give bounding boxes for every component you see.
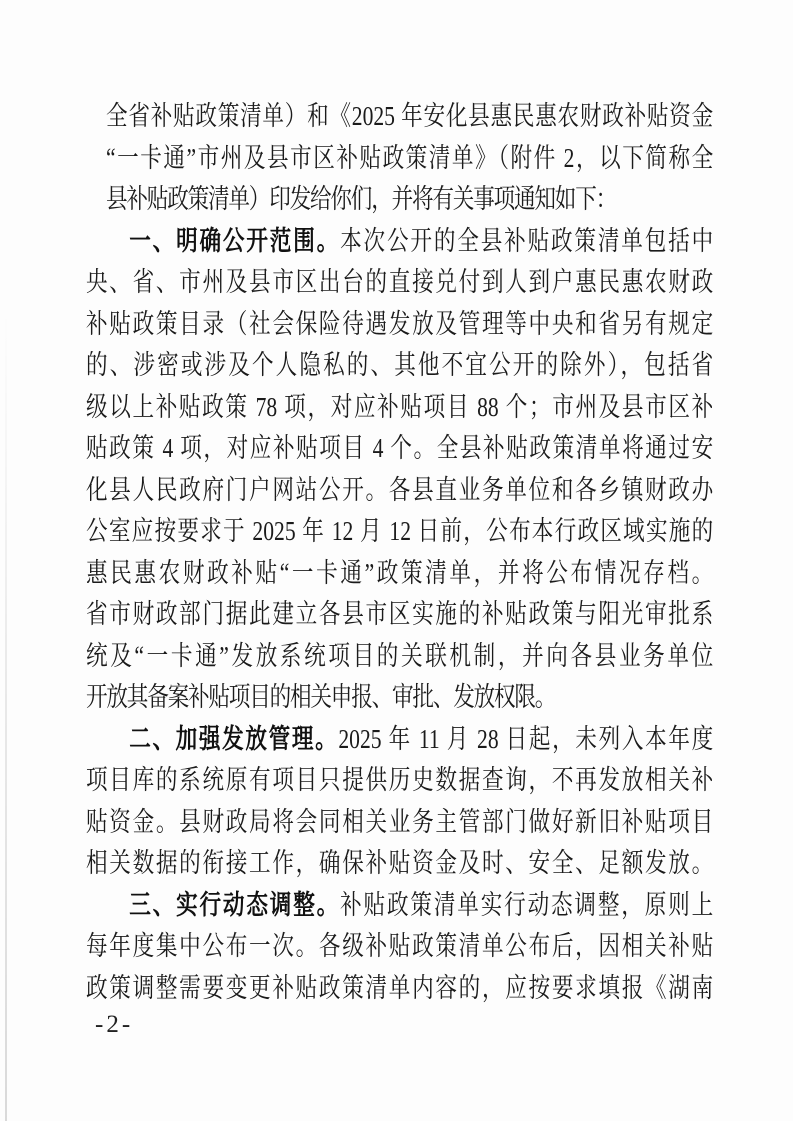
text-line <box>86 636 713 678</box>
text-line <box>86 926 713 968</box>
line-text: 本次公开的全县补贴政策清单包括中 <box>340 225 714 256</box>
line-text: 公室应按要求于 2025 年 12 月 12 日前，公布本行政区域实施的 <box>86 516 714 546</box>
line-text: 政策调整需要变更补贴政策清单内容的，应按要求填报《湖南 <box>86 972 714 1003</box>
scan-edge-artifact <box>5 310 7 1121</box>
document-body <box>86 96 713 1009</box>
line-text: “一卡通”市州及县市区补贴政策清单》（附件 2，以下简称全 <box>106 142 714 173</box>
text-line <box>86 677 713 719</box>
text-line <box>106 179 713 221</box>
text-line <box>86 511 713 553</box>
line-text: 贴资金。县财政局将会同相关业务主管部门做好新旧补贴项目 <box>86 806 714 837</box>
section-heading-2: 二、加强发放管理。 <box>129 723 339 754</box>
text-line <box>86 304 713 346</box>
section-heading-1: 一、明确公开范围。 <box>129 225 341 256</box>
line-text: 统及“一卡通”发放系统项目的关联机制，并向各县业务单位 <box>86 640 714 671</box>
text-line <box>86 345 713 387</box>
line-text: 央、省、市州及县市区出台的直接兑付到人到户惠民惠农财政 <box>86 267 714 297</box>
line-text: 化县人民政府门户网站公开。各县直业务单位和各乡镇财政办 <box>86 474 714 505</box>
text-line <box>86 553 713 595</box>
line-text: 贴政策 4 项，对应补贴项目 4 个。全县补贴政策清单将通过安 <box>86 433 714 463</box>
text-line <box>86 262 713 304</box>
text-line <box>106 96 713 138</box>
text-line <box>86 885 713 927</box>
line-text: 全省补贴政策清单）和《2025 年安化县惠民惠农财政补贴资金 <box>106 101 714 131</box>
line-text: 项目库的系统原有项目只提供历史数据查询，不再发放相关补 <box>86 765 714 795</box>
line-text: 县补贴政策清单）印发给你们，并将有关事项通知如下： <box>106 184 616 214</box>
page-number: -2- <box>95 1011 134 1038</box>
line-text: 开放其备案补贴项目的相关申报、审批、发放权限。 <box>86 682 556 712</box>
line-text: 相关数据的衔接工作，确保补贴资金及时、安全、足额发放。 <box>86 848 714 878</box>
text-line <box>106 138 713 180</box>
line-text: 惠民惠农财政补贴“一卡通”政策清单，并将公布情况存档。 <box>86 557 714 588</box>
line-text: 每年度集中公布一次。各级补贴政策清单公布后，因相关补贴 <box>86 931 714 961</box>
text-line <box>86 719 713 761</box>
line-text: 2025 年 11 月 28 日起，未列入本年度 <box>338 723 714 754</box>
text-line <box>86 221 713 263</box>
text-line <box>86 760 713 802</box>
text-line <box>86 968 713 1010</box>
text-line <box>86 470 713 512</box>
text-line <box>86 387 713 429</box>
section-heading-3: 三、实行动态调整。 <box>129 889 341 920</box>
line-text: 补贴政策目录（社会保险待遇发放及管理等中央和省另有规定 <box>86 308 714 339</box>
text-line <box>86 428 713 470</box>
line-text: 的、涉密或涉及个人隐私的、其他不宜公开的除外），包括省 <box>86 350 714 380</box>
line-text: 级以上补贴政策 78 项，对应补贴项目 88 个；市州及县市区补 <box>86 391 714 422</box>
text-line <box>86 802 713 844</box>
text-line <box>86 843 713 885</box>
line-text: 省市财政部门据此建立各县市区实施的补贴政策与阳光审批系 <box>86 599 714 629</box>
text-line <box>86 594 713 636</box>
line-text: 补贴政策清单实行动态调整，原则上 <box>340 889 714 920</box>
